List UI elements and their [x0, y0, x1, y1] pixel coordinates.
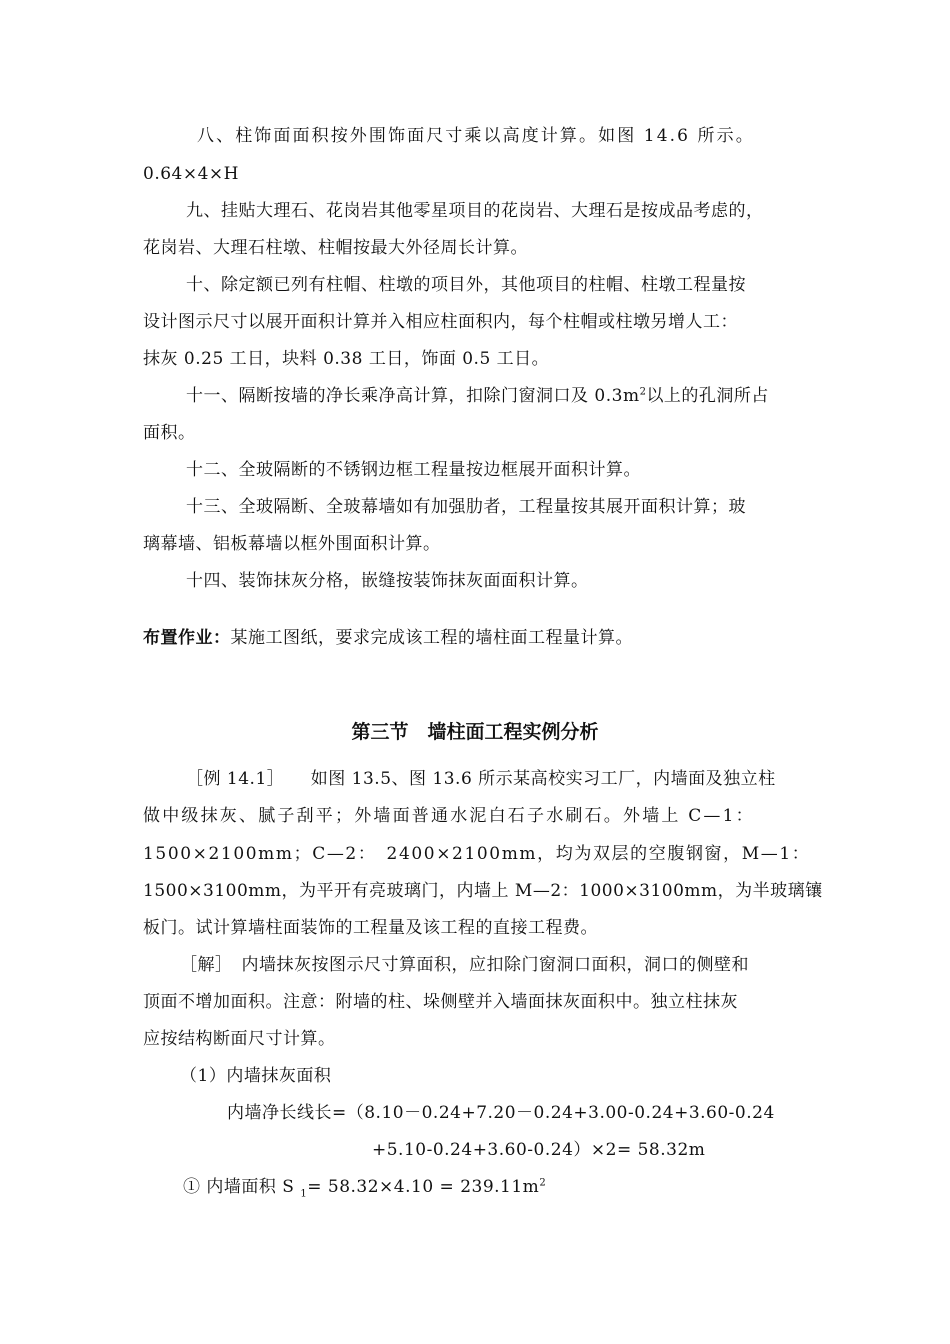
solution-line-1: ［解］ 内墙抹灰按图示尺寸算面积，应扣除门窗洞口面积，洞口的侧壁和: [180, 955, 749, 975]
rule-11-line-2: 面积。: [143, 423, 196, 443]
rule-14-line-1: 十四、装饰抹灰分格，嵌缝按装饰抹灰面面积计算。: [186, 571, 589, 591]
rule-10-line-2: 设计图示尺寸以展开面积计算并入相应柱面积内，每个柱帽或柱墩另增人工：: [143, 312, 738, 332]
rule-10-line-3: 抹灰 0.25 工日，块料 0.38 工日，饰面 0.5 工日。: [143, 349, 550, 369]
rule-8-line-2: 0.64×4×H: [143, 164, 239, 184]
area-line: [183, 1175, 546, 1199]
assignment-line: [143, 626, 633, 650]
section-title: 第三节 墙柱面工程实例分析: [351, 721, 599, 743]
solution-line-3: 应按结构断面尺寸计算。: [143, 1029, 336, 1049]
rule-13-line-1: 十三、全玻隔断、全玻幕墙如有加强肋者，工程量按其展开面积计算；玻: [186, 497, 746, 517]
solution-item-1: （1）内墙抹灰面积: [180, 1066, 332, 1086]
rule-11-line-1: [186, 384, 769, 408]
assignment-label: 布置作业：: [143, 628, 231, 648]
solution-line-2: 顶面不增加面积。注意：附墙的柱、垛侧壁并入墙面抹灰面积中。独立柱抹灰: [143, 992, 738, 1012]
area-text-b: = 58.32×4.10 = 239.11m: [307, 1177, 540, 1197]
example-line-1: ［例 14.1］ 如图 13.5、图 13.6 所示某高校实习工厂，内墙面及独立柱: [186, 769, 776, 789]
subscript-1: 1: [300, 1188, 308, 1200]
area-text-a: ① 内墙面积 S: [183, 1177, 301, 1197]
example-line-2: 做中级抹灰、腻子刮平；外墙面普通水泥白石子水刷石。外墙上 C—1：: [143, 806, 755, 826]
rule-12-line-1: 十二、全玻隔断的不锈钢边框工程量按边框展开面积计算。: [186, 460, 641, 480]
calc-line-1: 内墙净长线长=（8.10－0.24+7.20－0.24+3.00-0.24+3.60-0.24: [227, 1103, 775, 1123]
calc-line-2: +5.10-0.24+3.60-0.24）×2= 58.32m: [372, 1140, 706, 1160]
rule-13-line-2: 璃幕墙、铝板幕墙以框外围面积计算。: [143, 534, 441, 554]
superscript-2: 2: [639, 386, 647, 398]
rule-8-line-1: 八、柱饰面面积按外围饰面尺寸乘以高度计算。如图 14.6 所示。: [197, 126, 755, 146]
rule-11-text-a: 十一、隔断按墙的净长乘净高计算，扣除门窗洞口及 0.3m: [186, 386, 640, 406]
example-line-3: 1500×2100mm；C—2： 2400×2100mm，均为双层的空腹钢窗，M—1：: [143, 844, 811, 864]
rule-11-text-b: 以上的孔洞所占: [646, 386, 769, 406]
rule-9-line-1: 九、挂贴大理石、花岗岩其他零星项目的花岗岩、大理石是按成品考虑的，: [186, 201, 764, 221]
rule-10-line-1: 十、除定额已列有柱帽、柱墩的项目外，其他项目的柱帽、柱墩工程量按: [186, 275, 746, 295]
assignment-text: 某施工图纸，要求完成该工程的墙柱面工程量计算。: [230, 628, 633, 648]
superscript-2: 2: [539, 1177, 547, 1189]
example-line-5: 板门。试计算墙柱面装饰的工程量及该工程的直接工程费。: [143, 918, 598, 938]
example-line-4: 1500×3100mm，为平开有亮玻璃门，内墙上 M—2：1000×3100mm，为半玻璃镶: [143, 881, 823, 901]
rule-9-line-2: 花岗岩、大理石柱墩、柱帽按最大外径周长计算。: [143, 238, 528, 258]
